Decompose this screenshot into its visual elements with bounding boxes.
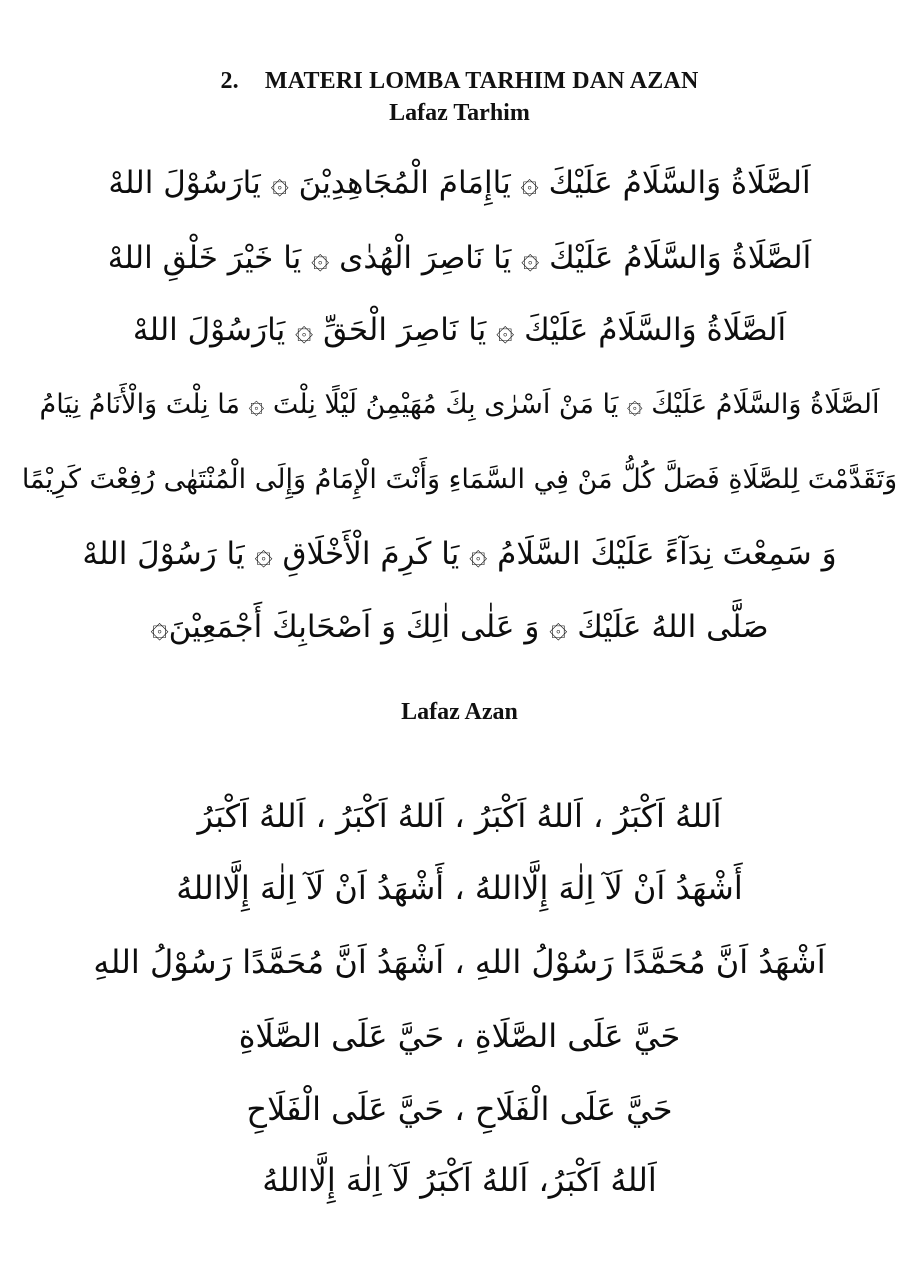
azan-line: اَشْهَدُ اَنَّ مُحَمَّدًا رَسُوْلُ اللهِ ، اَشْهَدُ اَنَّ مُحَمَّدًا رَسُوْلُ اللهِ — [93, 943, 826, 981]
azan-line: اَللهُ اَكْبَرُ، اَللهُ اَكْبَرُ لَآ اِلٰهَ إِلَّااللهُ — [262, 1161, 657, 1199]
tarhim-line: اَلصَّلَاةُ وَالسَّلَامُ عَلَيْكَ ۞ يَا مَنْ اَسْرٰى بِكَ مُهَيْمِنُ لَيْلًا نِلْتَ ۞ مَا نِلْتَ وَالْأَنَامُ نِيَامُ — [39, 389, 880, 420]
section-number: 2. — [220, 68, 239, 94]
tarhim-line: اَلصَّلَاةُ وَالسَّلَامُ عَلَيْكَ ۞ يَاإِمَامَ الْمُجَاهِدِيْنَ ۞ يَارَسُوْلَ اللهْ — [108, 165, 811, 201]
azan-line: أَشْهَدُ اَنْ لَآ اِلٰهَ إِلَّااللهُ ، أَشْهَدُ اَنْ لَآ اِلٰهَ إِلَّااللهُ — [176, 869, 743, 907]
azan-line: حَيَّ عَلَى الصَّلَاةِ ، حَيَّ عَلَى الصَّلَاةِ — [238, 1017, 681, 1055]
azan-line: حَيَّ عَلَى الْفَلَاحِ ، حَيَّ عَلَى الْفَلَاحِ — [246, 1090, 673, 1128]
tarhim-subtitle: Lafaz Tarhim — [389, 100, 530, 126]
azan-line: اَللهُ اَكْبَرُ ، اَللهُ اَكْبَرُ ، اَللهُ اَكْبَرُ ، اَللهُ اَكْبَرُ — [197, 797, 722, 835]
tarhim-line: اَلصَّلَاةُ وَالسَّلَامُ عَلَيْكَ ۞ يَا نَاصِرَ الْحَقِّ ۞ يَارَسُوْلَ اللهْ — [132, 312, 787, 348]
section-title: MATERI LOMBA TARHIM DAN AZAN — [264, 68, 699, 94]
azan-subtitle: Lafaz Azan — [401, 699, 518, 725]
tarhim-line: صَلَّى اللهُ عَلَيْكَ ۞ وَ عَلٰى اٰلِكَ وَ اَصْحَابِكَ أَجْمَعِيْنَ۞ — [150, 609, 769, 645]
tarhim-line: اَلصَّلَاةُ وَالسَّلَامُ عَلَيْكَ ۞ يَا نَاصِرَ الْهُدٰى ۞ يَا خَيْرَ خَلْقِ اللهْ — [107, 240, 812, 276]
section-heading — [0, 66, 919, 96]
tarhim-line: وَتَقَدَّمْتَ لِلصَّلَاةِ فَصَلَّ كُلُّ مَنْ فِي السَّمَاءِ وَأَنْتَ الْإِمَامُ وَإِلَى الْمُنْتَهٰى رُفِعْتَ كَرِيْمًا — [21, 464, 898, 495]
tarhim-line: وَ سَمِعْتَ نِدَآءً عَلَيْكَ السَّلَامُ ۞ يَا كَرِمَ الْأَخْلَاقِ ۞ يَا رَسُوْلَ اللهْ — [82, 536, 837, 572]
